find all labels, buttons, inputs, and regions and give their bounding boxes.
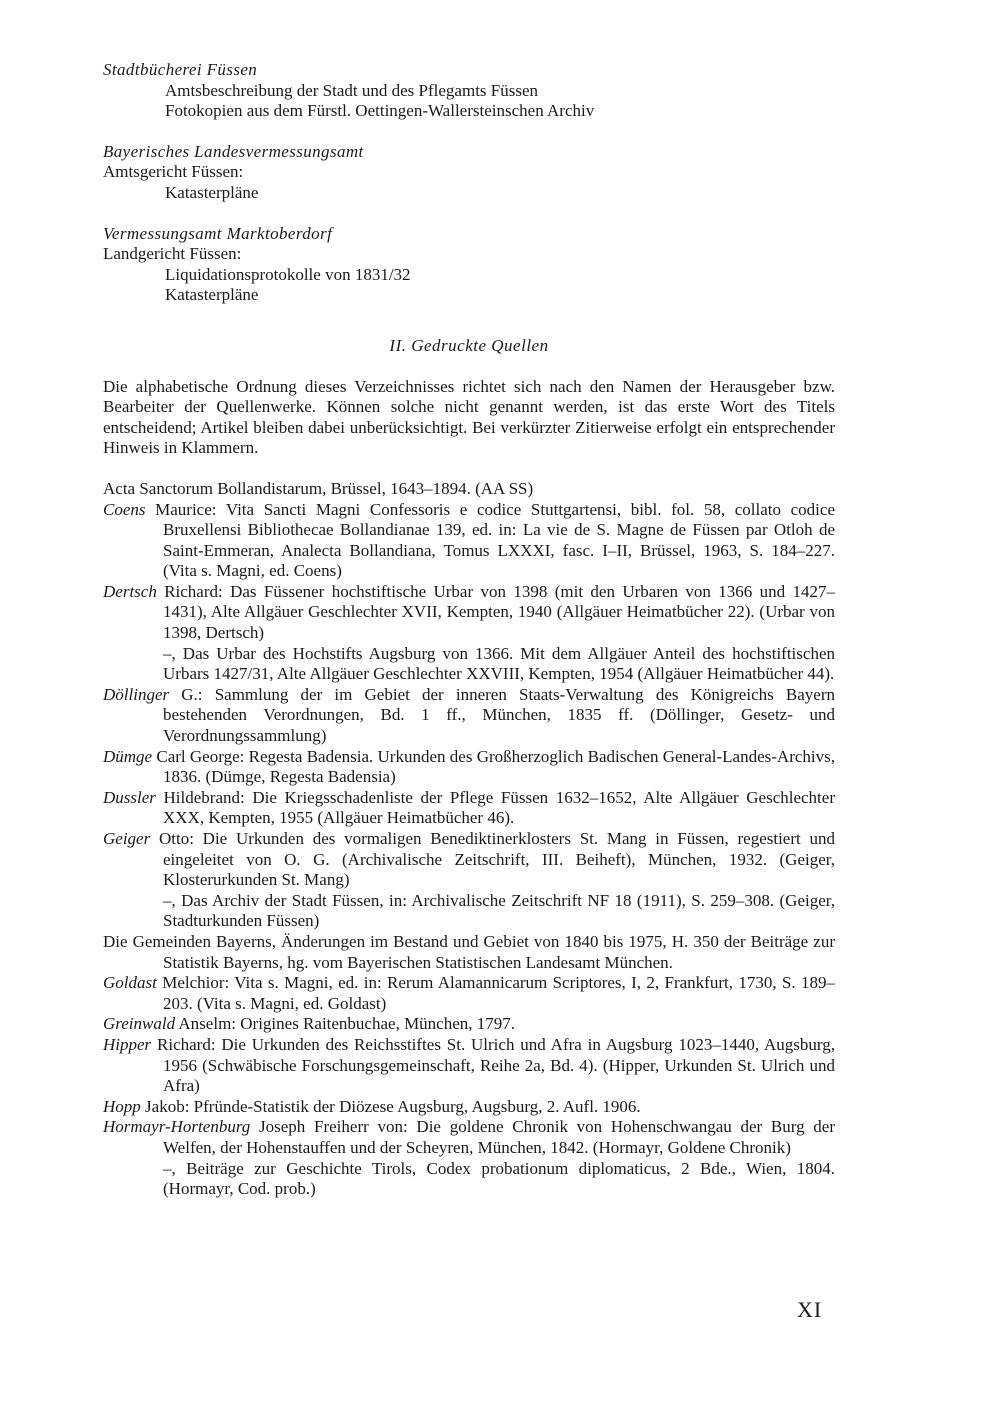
entry-author: Dertsch: [103, 581, 157, 601]
spacer: [103, 204, 835, 224]
bibliography-subentry: –, Das Urbar des Hochstifts Augsburg von 1366. Mit dem Allgäuer Anteil des hochstiftischen Urbars 1427/31, Alte Allgäuer Geschlechter XXVIII, Kempten, 1954 (Allgäuer Heimatbücher 44).: [163, 643, 835, 684]
entry-text: Richard: Das Füssener hochstiftische Urbar von 1398 (mit den Urbaren von 1366 und 1427–1431), Alte Allgäuer Geschlechter XVII, Kempten, 1940 (Allgäuer Heimatbücher 22). (Urbar von 1398, Dertsch): [156, 581, 835, 643]
archive-name: Bayerisches Landesvermessungsamt: [103, 141, 364, 161]
entry-author: Dümge: [103, 746, 153, 766]
entry-author: Hipper: [103, 1034, 152, 1054]
bibliography-entry: [103, 788, 835, 829]
bibliography-entry: [103, 747, 835, 788]
archive-holding: Fotokopien aus dem Fürstl. Oettingen-Wallersteinschen Archiv: [165, 101, 595, 121]
archive-list: [103, 60, 835, 306]
entry-text: Joseph Freiherr von: Die goldene Chronik von Hohenschwangau der Burg der Welfen, der Hohenstauffen und der Scheyren, München, 1842. (Hormayr, Goldene Chronik): [163, 1117, 835, 1157]
archive-holding: Liquidationsprotokolle von 1831/32: [165, 264, 411, 284]
entry-text: G.: Sammlung der im Gebiet der inneren Staats-Verwaltung des Königreichs Bayern bestehenden Verordnungen, Bd. 1 ff., München, 1835 ff. (Döllinger, Gesetz- und Verordnungssammlung): [163, 684, 835, 746]
page-number: XI: [797, 1297, 823, 1322]
entry-author: Hormayr-Hortenburg: [103, 1117, 251, 1137]
archive-holding: Katasterpläne: [165, 285, 259, 305]
bibliography-entry: [103, 973, 835, 1014]
entry-author: Hopp: [103, 1096, 141, 1116]
entry-author: Greinwald: [103, 1014, 176, 1034]
bibliography-entry: [103, 582, 835, 644]
entry-text: Jakob: Pfründe-Statistik der Diözese Augsburg, Augsburg, 2. Aufl. 1906.: [140, 1096, 641, 1116]
entry-author: Geiger: [103, 829, 151, 848]
entry-author: Coens: [103, 499, 146, 519]
archive-holding: Landgericht Füssen:: [103, 244, 242, 264]
entry-text: Die Gemeinden Bayerns, Änderungen im Bestand und Gebiet von 1840 bis 1975, H. 350 der Beiträge zur Statistik Bayerns, hg. vom Bayerischen Statistischen Landesamt München.: [103, 931, 835, 972]
archive-name: Vermessungsamt Marktoberdorf: [103, 223, 333, 243]
entry-author: Döllinger: [103, 684, 170, 704]
archive-name: Stadtbücherei Füssen: [103, 60, 258, 79]
entry-text: Acta Sanctorum Bollandistarum, Brüssel, 1643–1894. (AA SS): [103, 478, 534, 498]
archive-holding: Amtsbeschreibung der Stadt und des Pflegamts Füssen: [165, 80, 539, 100]
intro-paragraph: Die alphabetische Ordnung dieses Verzeichnisses richtet sich nach den Namen der Herausgeber bzw. Bearbeiter der Quellenwerke. Können solche nicht genannt werden, ist das erste Wort des Titels entscheidend; Artikel bleiben dabei unberücksichtigt. Bei verkürzter Zitierweise erfolgt ein entsprechender Hinweis in Klammern.: [103, 376, 835, 458]
page-body: [103, 60, 835, 1200]
bibliography-subentry: –, Beiträge zur Geschichte Tirols, Codex probationum diplomaticus, 2 Bde., Wien, 1804. (Hormayr, Cod. prob.): [163, 1158, 835, 1199]
entry-text: Melchior: Vita s. Magni, ed. in: Rerum Alamannicarum Scriptores, I, 2, Frankfurt, 1730, S. 189–203. (Vita s. Magni, ed. Goldast): [156, 973, 835, 1013]
bibliography-entry: [103, 1035, 835, 1097]
bibliography-entry: [103, 479, 835, 500]
bibliography-entry: [103, 1117, 835, 1158]
archive-holding: Katasterpläne: [165, 182, 259, 202]
entry-author: Dussler: [103, 787, 156, 807]
bibliography-entry: [103, 829, 835, 891]
bibliography-entry: [103, 1097, 835, 1118]
entry-text: Maurice: Vita Sancti Magni Confessoris e codice Stuttgartensi, bibl. fol. 58, collato codice Bruxellensi Bibliothecae Bollandianae 139, ed. in: La vie de S. Magne de Füssen par Otloh de Saint-Emmeran, Analecta Bollandiana, Tomus LXXXI, fasc. I–II, Brüssel, 1963, S. 184–227. (Vita s. Magni, ed. Coens): [145, 499, 835, 581]
spacer: [103, 122, 835, 142]
bibliography-entry: [103, 932, 835, 973]
bibliography-subentry: –, Das Archiv der Stadt Füssen, in: Archivalische Zeitschrift NF 18 (1911), S. 259–308. (Geiger, Stadturkunden Füssen): [163, 890, 835, 931]
entry-text: Anselm: Origines Raitenbuchae, München, 1797.: [175, 1014, 516, 1034]
bibliography-entry: [103, 500, 835, 582]
entry-text: Hildebrand: Die Kriegsschadenliste der Pflege Füssen 1632–1652, Alte Allgäuer Geschlechter XXX, Kempten, 1955 (Allgäuer Heimatbücher 46).: [155, 787, 835, 828]
bibliography-entry: [103, 685, 835, 747]
archive-holding: Amtsgericht Füssen:: [103, 162, 244, 182]
section-title: II. Gedruckte Quellen: [389, 335, 549, 355]
bibliography-entry: [103, 1014, 835, 1035]
entry-author: Goldast: [103, 973, 157, 993]
entry-text: Richard: Die Urkunden des Reichsstiftes St. Ulrich und Afra in Augsburg 1023–1440, Augsburg, 1956 (Schwäbische Forschungsgemeinschaft, Reihe 2a, Bd. 4). (Hipper, Urkunden St. Ulrich und Afra): [151, 1034, 835, 1096]
entry-text: Carl George: Regesta Badensia. Urkunden des Großherzoglich Badischen General-Landes-Archivs, 1836. (Dümge, Regesta Badensia): [152, 746, 835, 787]
bibliography-list: [103, 479, 835, 1200]
entry-text: Otto: Die Urkunden des vormaligen Benediktinerklosters St. Mang in Füssen, regestiert und eingeleitet von O. G. (Archivalische Zeitschrift, III. Beiheft), München, 1932. (Geiger, Klosterurkunden St. Mang): [150, 829, 835, 890]
